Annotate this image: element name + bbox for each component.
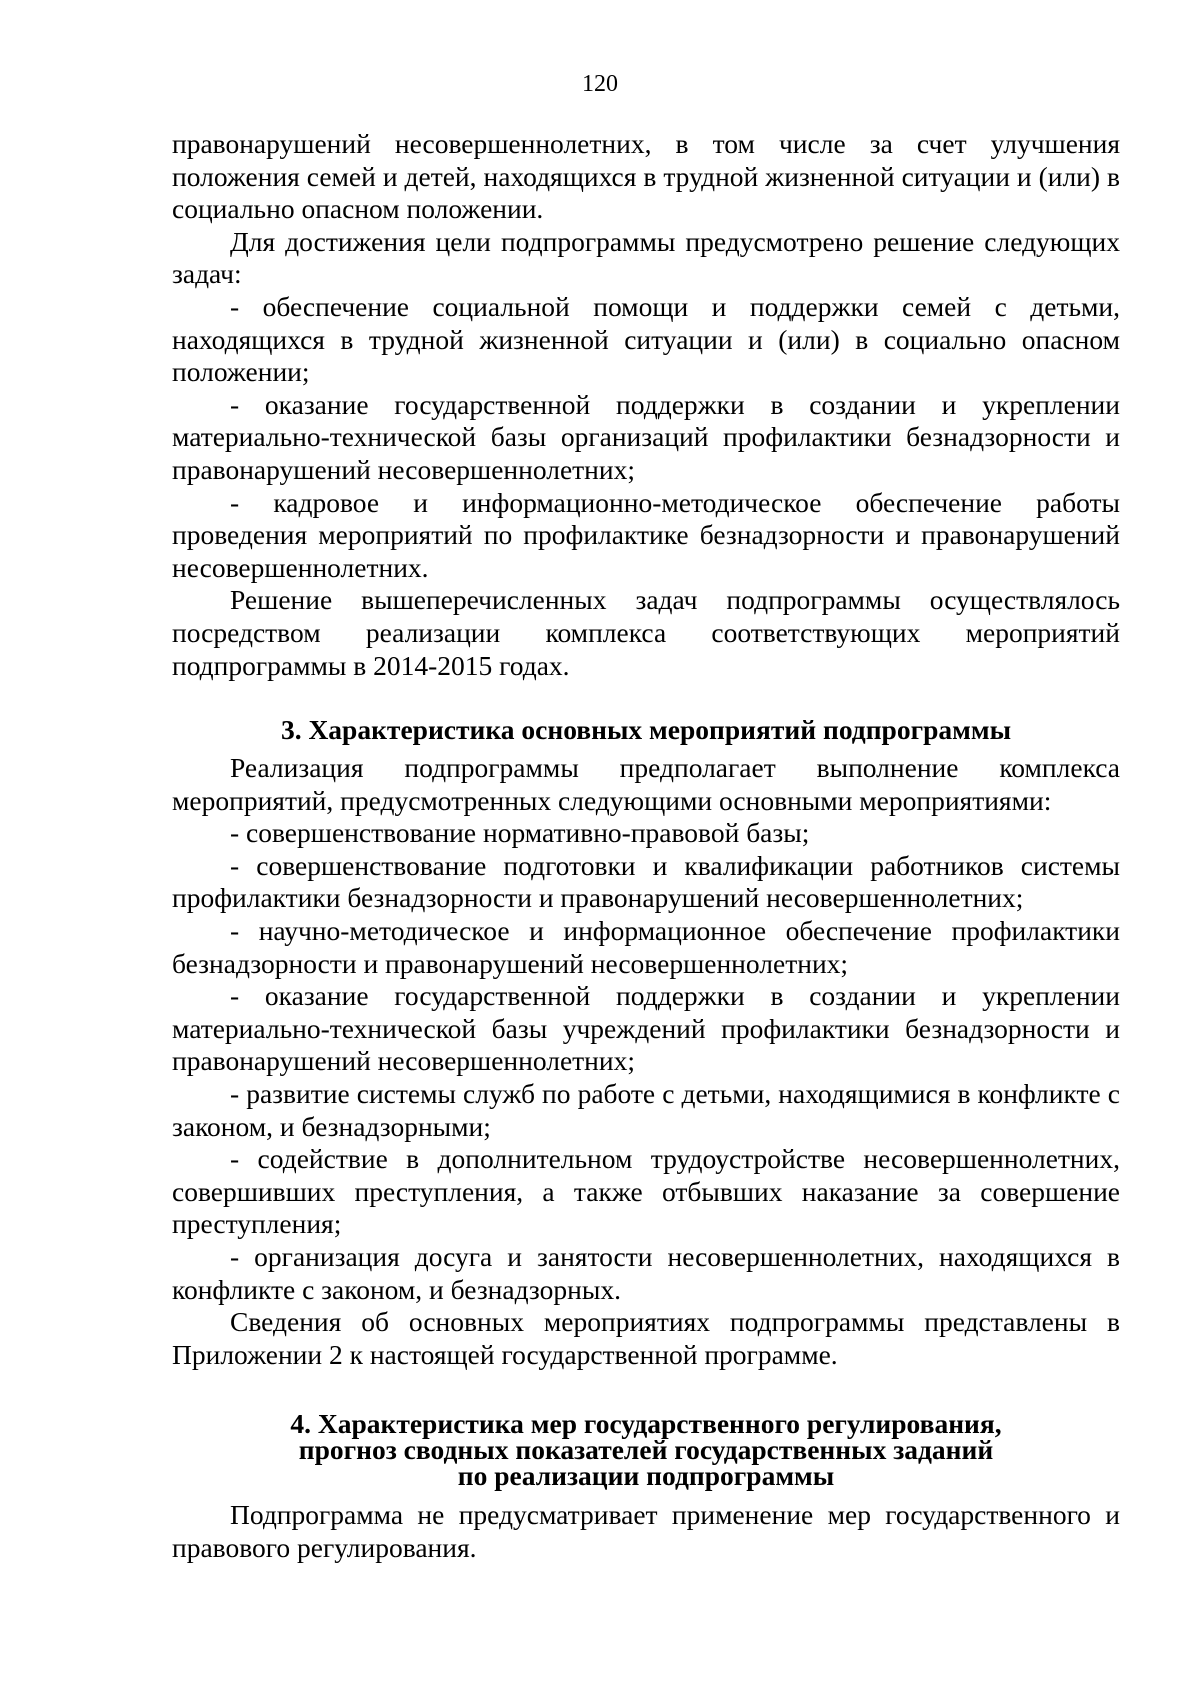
section-3-heading: 3. Характеристика основных мероприятий подпрограммы bbox=[280, 714, 1012, 746]
activity-item: - совершенствование подготовки и квалификации работников системы профилактики безнадзорности и правонарушений несовершеннолетних; bbox=[172, 849, 1120, 914]
activity-item: - содействие в дополнительном трудоустройстве несовершеннолетних, совершивших преступления, а также отбывших наказание за совершение преступления; bbox=[172, 1143, 1120, 1240]
activity-item: - совершенствование нормативно-правовой базы; bbox=[230, 817, 810, 849]
page-content bbox=[172, 128, 1120, 1565]
section-4-text: Подпрограмма не предусматривает применение мер государственного и правового регулирования. bbox=[172, 1499, 1120, 1563]
paragraph-tasks-intro: Для достижения цели подпрограммы предусмотрено решение следующих задач: bbox=[172, 225, 1120, 290]
section-4-heading bbox=[172, 1408, 1120, 1492]
task-item: - оказание государственной поддержки в создании и укреплении материально-технической базы организаций профилактики безнадзорности и правонарушений несовершеннолетних; bbox=[172, 388, 1120, 485]
section-4-heading-line: прогноз сводных показателей государственных заданий bbox=[298, 1434, 994, 1466]
activity-item: - организация досуга и занятости несовершеннолетних, находящихся в конфликте с законом, и безнадзорных. bbox=[172, 1241, 1120, 1305]
activity-item: - оказание государственной поддержки в создании и укреплении материально-технической базы учреждений профилактики безнадзорности и правонарушений несовершеннолетних; bbox=[172, 980, 1120, 1077]
page-number: 120 bbox=[582, 71, 618, 97]
section-3-intro: Реализация подпрограммы предполагает выполнение комплекса мероприятий, предусмотренных следующими основными мероприятиями: bbox=[172, 752, 1120, 816]
activity-item: - научно-методическое и информационное обеспечение профилактики безнадзорности и правонарушений несовершеннолетних; bbox=[172, 915, 1120, 979]
paragraph-tasks-summary: Решение вышеперечисленных задач подпрограммы осуществлялось посредством реализации комплекса соответствующих мероприятий подпрограммы в 2014-2015 годах. bbox=[172, 584, 1120, 681]
paragraph-continuation: правонарушений несовершеннолетних, в том числе за счет улучшения положения семей и детей, находящихся в трудной жизненной ситуации и (или) в социально опасном положении. bbox=[172, 128, 1120, 225]
section-3-closing: Сведения об основных мероприятиях подпрограммы представлены в Приложении 2 к настоящей государственной программе. bbox=[172, 1306, 1120, 1370]
task-item: - кадровое и информационно-методическое обеспечение работы проведения мероприятий по профилактике безнадзорности и правонарушений несовершеннолетних. bbox=[172, 486, 1120, 583]
section-4-heading-line: 4. Характеристика мер государственного регулирования, bbox=[290, 1408, 1002, 1440]
task-item: - обеспечение социальной помощи и поддержки семей с детьми, находящихся в трудной жизненной ситуации и (или) в социально опасном положении; bbox=[172, 290, 1120, 388]
section-4-heading-line: по реализации подпрограммы bbox=[457, 1460, 835, 1492]
activity-item: - развитие системы служб по работе с детьми, находящимися в конфликте с законом, и безнадзорными; bbox=[172, 1078, 1120, 1142]
